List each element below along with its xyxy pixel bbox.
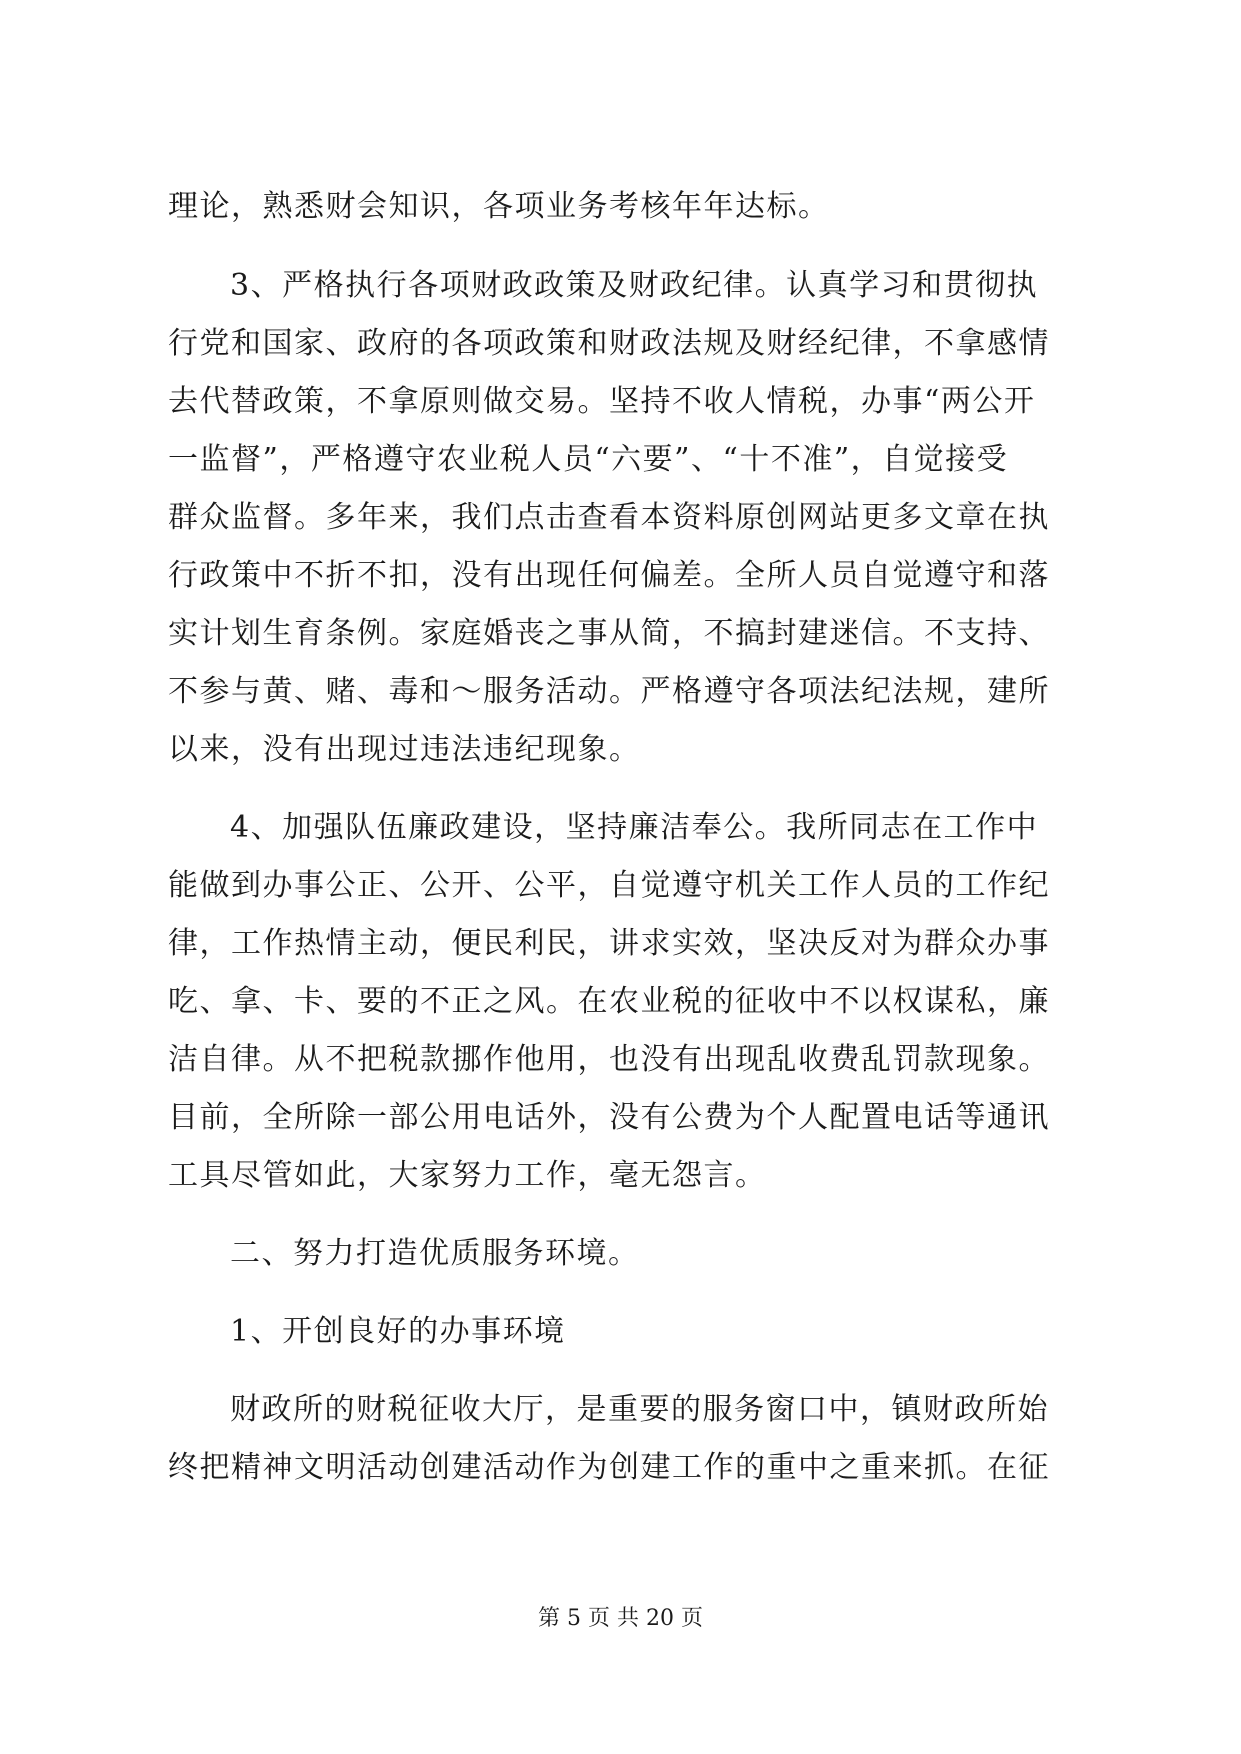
text-line: 律，工作热情主动，便民利民，讲求实效，坚决反对为群众办事	[168, 926, 1050, 961]
paragraph-4-heading-line: 4、加强队伍廉政建设，坚持廉洁奉公。我所同志在工作中	[230, 810, 1039, 845]
text-line: 去代替政策，不拿原则做交易。坚持不收人情税，办事“两公开	[168, 384, 1036, 419]
paragraph-3-heading-line: 3、严格执行各项财政政策及财政纪律。认真学习和贯彻执	[230, 268, 1039, 303]
subsection-heading-1: 1、开创良好的办事环境	[230, 1314, 566, 1349]
text-line: 理论，熟悉财会知识，各项业务考核年年达标。	[168, 189, 830, 224]
text-line: 行政策中不折不扣，没有出现任何偏差。全所人员自觉遵守和落	[168, 558, 1050, 593]
text-line: 群众监督。多年来，我们点击查看本资料原创网站更多文章在执	[168, 500, 1050, 535]
text-line: 目前，全所除一部公用电话外，没有公费为个人配置电话等通讯	[168, 1100, 1050, 1135]
text-line: 以来，没有出现过违法违纪现象。	[168, 732, 641, 767]
page-footer: 第 5 页 共 20 页	[538, 1606, 703, 1631]
paragraph-first-line: 财政所的财税征收大厅，是重要的服务窗口中，镇财政所始	[230, 1392, 1049, 1427]
text-line: 吃、拿、卡、要的不正之风。在农业税的征收中不以权谋私，廉	[168, 984, 1050, 1019]
section-heading-2: 二、努力打造优质服务环境。	[230, 1236, 640, 1271]
text-line: 行党和国家、政府的各项政策和财政法规及财经纪律，不拿感情	[168, 326, 1050, 361]
text-line: 工具尽管如此，大家努力工作，毫无怨言。	[168, 1158, 767, 1193]
text-line: 能做到办事公正、公开、公平，自觉遵守机关工作人员的工作纪	[168, 868, 1050, 903]
text-line: 实计划生育条例。家庭婚丧之事从简，不搞封建迷信。不支持、	[168, 616, 1050, 651]
text-line: 洁自律。从不把税款挪作他用，也没有出现乱收费乱罚款现象。	[168, 1042, 1050, 1077]
text-line: 不参与黄、赌、毒和～服务活动。严格遵守各项法纪法规，建所	[168, 674, 1050, 709]
text-line: 一监督”，严格遵守农业税人员“六要”、“十不准”，自觉接受	[168, 442, 1009, 477]
text-line: 终把精神文明活动创建活动作为创建工作的重中之重来抓。在征	[168, 1450, 1050, 1485]
